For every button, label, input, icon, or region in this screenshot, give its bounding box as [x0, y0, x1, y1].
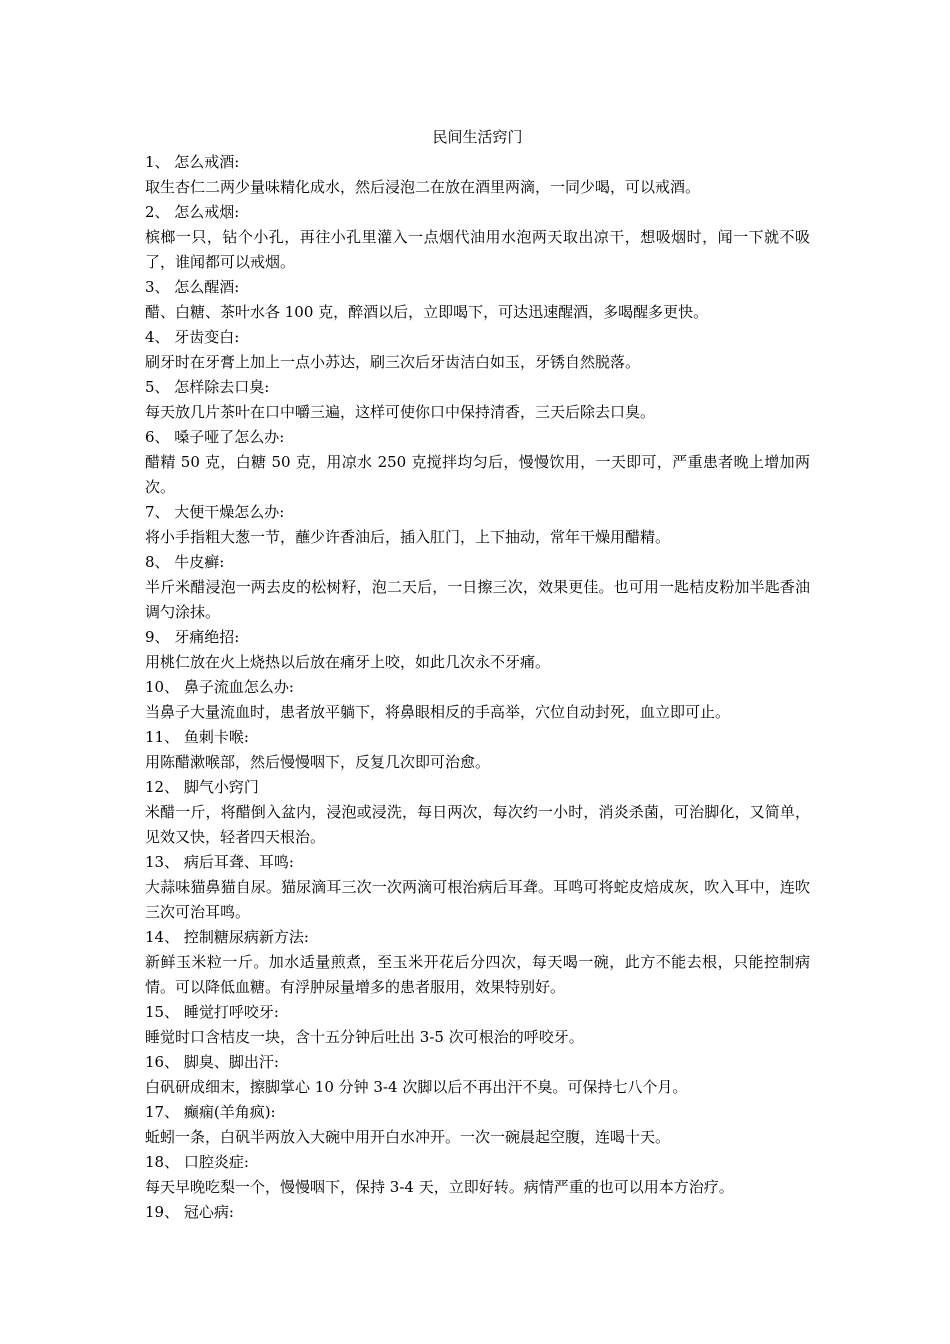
tip-item	[145, 625, 810, 675]
tip-heading: 9、 牙痛绝招:	[145, 628, 240, 646]
tip-body: 用陈醋漱喉部，然后慢慢咽下，反复几次即可治愈。	[145, 753, 491, 771]
tip-item	[145, 500, 810, 550]
tip-item	[145, 200, 810, 275]
tip-heading: 2、 怎么戒烟:	[145, 203, 240, 221]
tip-heading: 13、 病后耳聋、耳鸣:	[145, 853, 294, 871]
tip-body: 用桃仁放在火上烧热以后放在痛牙上咬，如此几次永不牙痛。	[145, 653, 551, 671]
tip-body: 新鲜玉米粒一斤。加水适量煎煮，至玉米开花后分四次，每天喝一碗，此方不能去根，只能控制病情。可以降低血糖。有浮肿尿量增多的患者服用，效果特别好。	[145, 953, 810, 996]
tip-item	[145, 850, 810, 925]
document-title: 民间生活窍门	[432, 128, 523, 146]
tip-heading: 7、 大便干燥怎么办:	[145, 503, 285, 521]
tip-heading: 18、 口腔炎症:	[145, 1153, 249, 1171]
tip-body: 大蒜味猫鼻猫自尿。猫尿滴耳三次一次两滴可根治病后耳聋。耳鸣可将蛇皮焙成灰，吹入耳中，连吹三次可治耳鸣。	[145, 878, 810, 921]
tip-heading: 1、 怎么戒酒:	[145, 153, 240, 171]
tip-heading: 3、 怎么醒酒:	[145, 278, 240, 296]
tip-body: 当鼻子大量流血时，患者放平躺下，将鼻眼相反的手高举，穴位自动封死，血立即可止。	[145, 703, 731, 721]
tip-heading: 6、 嗓子哑了怎么办:	[145, 428, 285, 446]
tip-item	[145, 675, 810, 725]
tip-body: 每天放几片茶叶在口中嚼三遍，这样可使你口中保持清香，三天后除去口臭。	[145, 403, 656, 421]
tip-body: 蚯蚓一条，白矾半两放入大碗中用开白水冲开。一次一碗晨起空腹，连喝十天。	[145, 1128, 671, 1146]
tip-item	[145, 375, 810, 425]
tip-heading: 17、 癫痫(羊角疯):	[145, 1103, 276, 1121]
tip-body: 将小手指粗大葱一节，蘸少许香油后，插入肛门，上下抽动，常年干燥用醋精。	[145, 528, 671, 546]
tip-item	[145, 725, 810, 775]
tip-item	[145, 275, 810, 325]
tip-item	[145, 925, 810, 1000]
tip-body: 睡觉时口含桔皮一块，含十五分钟后吐出 3-5 次可根治的呼咬牙。	[145, 1028, 584, 1046]
tip-heading: 5、 怎样除去口臭:	[145, 378, 270, 396]
tip-heading: 11、 鱼刺卡喉:	[145, 728, 249, 746]
tip-body: 每天早晚吃梨一个，慢慢咽下，保持 3-4 天，立即好转。病情严重的也可以用本方治疗。	[145, 1178, 734, 1196]
tip-item	[145, 550, 810, 625]
tip-item	[145, 150, 810, 200]
tip-heading: 19、 冠心病:	[145, 1203, 234, 1221]
tip-body: 醋、白糖、茶叶水各 100 克，醉酒以后，立即喝下，可达迅速醒酒，多喝醒多更快。	[145, 303, 709, 321]
tip-body: 刷牙时在牙膏上加上一点小苏达，刷三次后牙齿洁白如玉，牙锈自然脱落。	[145, 353, 641, 371]
tip-body: 槟榔一只，钻个小孔，再往小孔里灌入一点烟代油用水泡两天取出凉干，想吸烟时，闻一下就不吸了，谁闻都可以戒烟。	[145, 228, 810, 271]
tip-item	[145, 775, 810, 850]
tip-item	[145, 1000, 810, 1050]
tip-body: 取生杏仁二两少量味精化成水，然后浸泡二在放在酒里两滴，一同少喝，可以戒酒。	[145, 178, 701, 196]
tip-item	[145, 1100, 810, 1150]
tips-list	[145, 150, 810, 1225]
tip-body: 醋精 50 克，白糖 50 克，用凉水 250 克搅拌均匀后，慢慢饮用，一天即可，严重患者晚上增加两次。	[145, 453, 810, 496]
tip-item	[145, 325, 810, 375]
tip-heading: 14、 控制糖尿病新方法:	[145, 928, 309, 946]
tip-heading: 16、 脚臭、脚出汗:	[145, 1053, 279, 1071]
tip-body: 米醋一斤，将醋倒入盆内，浸泡或浸洗，每日两次，每次约一小时，消炎杀菌，可治脚化，又简单，见效又快，轻者四天根治。	[145, 803, 810, 846]
document-content	[145, 124, 810, 1225]
tip-heading: 8、 牛皮癣:	[145, 553, 225, 571]
tip-item	[145, 1050, 810, 1100]
tip-item	[145, 1200, 810, 1225]
tip-heading: 15、 睡觉打呼咬牙:	[145, 1003, 279, 1021]
tip-body: 半斤米醋浸泡一两去皮的松树籽，泡二天后，一日擦三次，效果更佳。也可用一匙桔皮粉加半匙香油调勺涂抹。	[145, 578, 810, 621]
tip-item	[145, 1150, 810, 1200]
tip-heading: 4、 牙齿变白:	[145, 328, 240, 346]
tip-heading: 10、 鼻子流血怎么办:	[145, 678, 294, 696]
tip-heading: 12、 脚气小窍门	[145, 778, 259, 796]
tip-item	[145, 425, 810, 500]
tip-body: 白矾研成细末，擦脚掌心 10 分钟 3-4 次脚以后不再出汗不臭。可保持七八个月。	[145, 1078, 688, 1096]
